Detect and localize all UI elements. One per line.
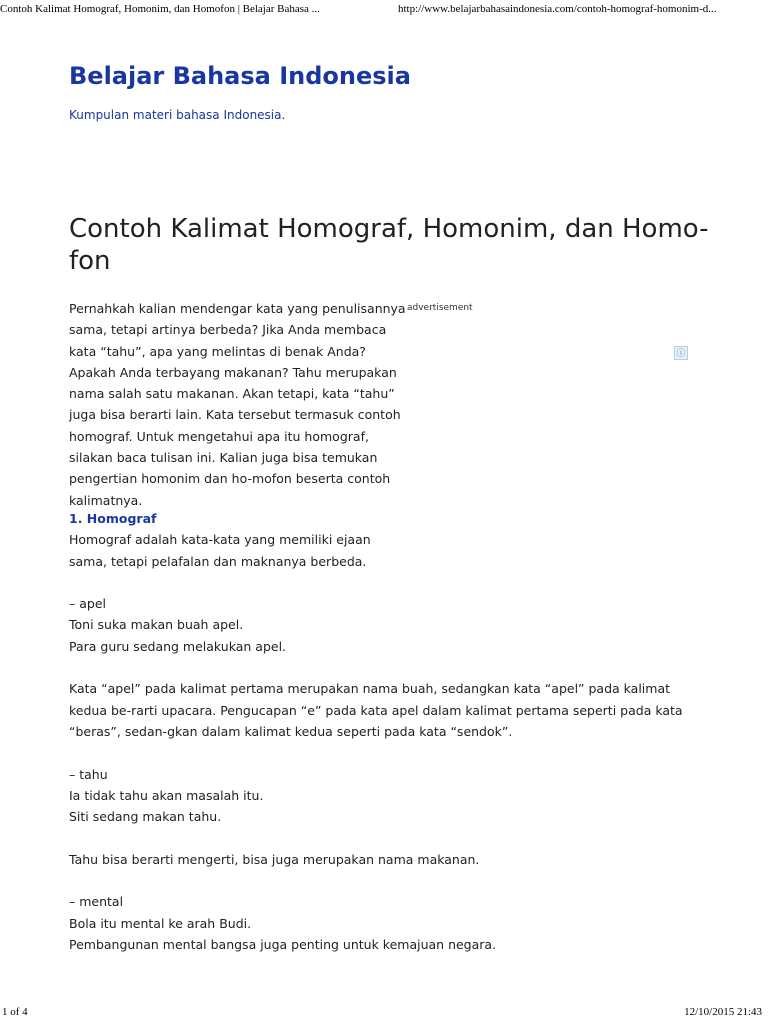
example-sentence: Pembangunan mental bangsa juga penting untuk kemajuan negara. xyxy=(69,936,497,952)
example-explanation: Tahu bisa berarti mengerti, bisa juga merupakan nama makanan. xyxy=(69,851,480,867)
advertisement-label: advertisement xyxy=(407,303,473,313)
post-intro: Pernahkah kalian mendengar kata yang penulisannya sama, tetapi artinya berbeda? Jika Anda membaca kata “tahu”, apa yang melintas di benak Anda? Apakah Anda terbayang makanan? Tahu merupakan nama salah satu makanan. Akan tetapi, kata “tahu” juga bisa berarti lain. Kata tersebut termasuk contoh homograf. Untuk mengetahui apa itu homograf, silakan baca tulisan ini. Kalian juga bisa temukan pengertian homonim dan ho-mofon beserta contoh kalimatnya. xyxy=(69,301,406,508)
post-title: Contoh Kalimat Homograf, Homonim, dan Homo-fon xyxy=(69,214,709,276)
example-explanation: Kata “apel” pada kalimat pertama merupakan nama buah, sedangkan kata “apel” pada kalimat kedua be-rarti upacara. Pengucapan “e” pada kata apel dalam kalimat pertama seperti pada kata “beras”, sedan-gkan dalam kalimat kedua seperti pada kata “sendok”. xyxy=(69,681,683,739)
example-word: – mental xyxy=(69,894,124,910)
print-header-title: Contoh Kalimat Homograf, Homonim, dan Homofon | Belajar Bahasa ... xyxy=(0,3,320,15)
info-icon[interactable]: ⓘ xyxy=(674,346,688,360)
print-header xyxy=(0,3,768,19)
post-content xyxy=(69,508,701,977)
example-sentence: Siti sedang makan tahu. xyxy=(69,809,222,825)
section-heading: 1. Homograf xyxy=(69,511,157,526)
example-sentence: Bola itu mental ke arah Budi. xyxy=(69,915,252,931)
example-word: – tahu xyxy=(69,766,108,782)
section-definition: Homograf adalah kata-kata yang memiliki ejaan sama, tetapi pelafalan dan maknanya berbeda. xyxy=(69,532,371,569)
example-word: – apel xyxy=(69,596,106,612)
example-sentence: Para guru sedang melakukan apel. xyxy=(69,638,287,654)
site-tagline: Kumpulan materi bahasa Indonesia. xyxy=(69,108,286,122)
print-footer-datetime: 12/10/2015 21:43 xyxy=(684,1006,762,1018)
print-footer-page: 1 of 4 xyxy=(2,1006,28,1018)
site-title[interactable]: Belajar Bahasa Indonesia xyxy=(69,62,411,90)
example-sentence: Ia tidak tahu akan masalah itu. xyxy=(69,787,264,803)
section-homograf xyxy=(69,508,701,572)
example-block xyxy=(69,593,701,657)
example-block xyxy=(69,891,701,955)
example-block xyxy=(69,764,701,828)
example-sentence: Toni suka makan buah apel. xyxy=(69,617,244,633)
print-header-url: http://www.belajarbahasaindonesia.com/contoh-homograf-homonim-d... xyxy=(398,3,717,15)
